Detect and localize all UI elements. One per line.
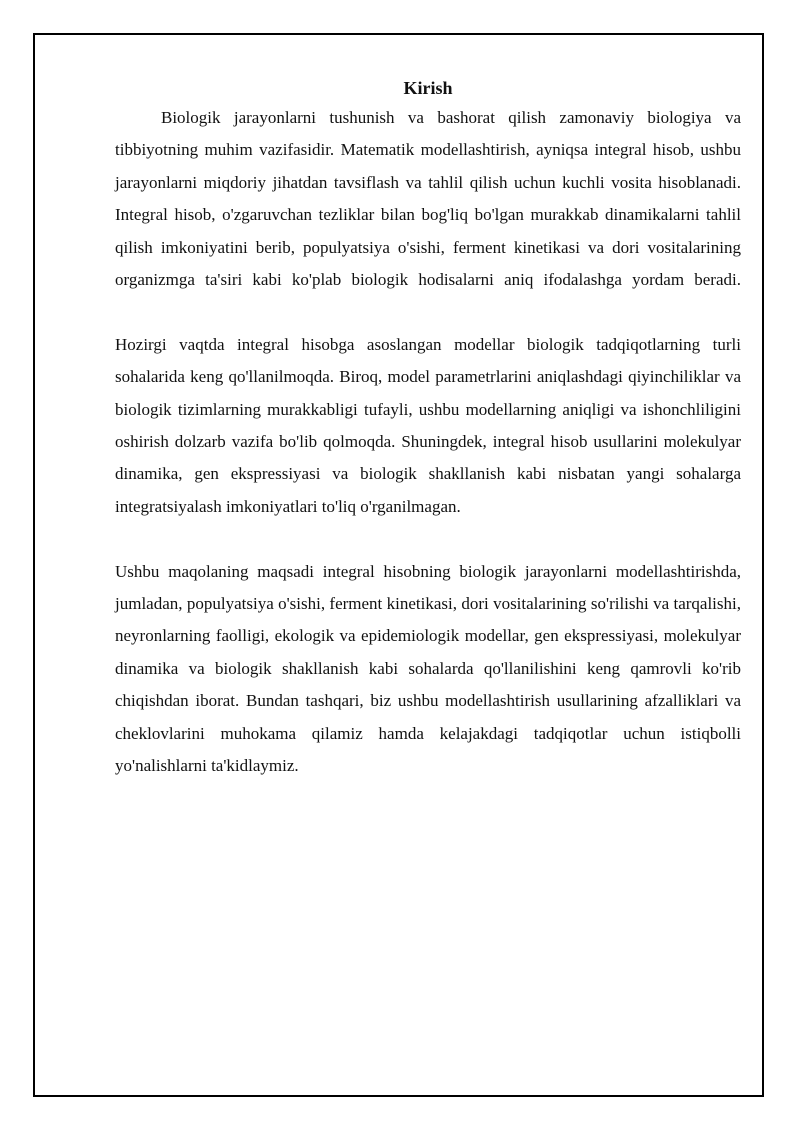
paragraph-gap [115,523,741,555]
paragraph-intro: Biologik jarayonlarni tushunish va bashorat qilish zamonaviy biologiya va tibbiyotning muhim vazifasidir. Matematik modellashtirish, ayniqsa integral hisob, ushbu jarayonlarni miqdoriy jihatdan tavsiflash va tahlil qilish uchun kuchli vosita hisoblanadi. Integral hisob, o'zgaruvchan tezliklar bilan bog'liq bo'lgan murakkab dinamikalarni tahlil qilish imkoniyatini berib, populyatsiya o'sishi, ferment kinetikasi va dori vositalarining organizmga ta'siri kabi ko'plab biologik hodisalarni aniq ifodalashga yordam beradi. [115,108,741,290]
paragraph-current-state: Hozirgi vaqtda integral hisobga asoslangan modellar biologik tadqiqotlarning turli sohalarida keng qo'llanilmoqda. Biroq, model parametrlarini aniqlashdagi qiyinchiliklar va biologik tizimlarning murakkabligi tufayli, ushbu modellarning aniqligi va ishonchliligini oshirish dolzarb vazifa bo'lib qolmoqda. Shuningdek, integral hisob usullarini molekulyar dinamika, gen ekspressiyasi va biologik shakllanish kabi nisbatan yangi sohalarga integratsiyalash imkoniyatlari to'liq o'rganilmagan. [115,334,741,516]
paragraph-aim: Ushbu maqolaning maqsadi integral hisobning biologik jarayonlarni modellashtirishda, jumladan, populyatsiya o'sishi, ferment kinetikasi, dori vositalarining so'rilishi va tarqalishi, neyronlarning faolligi, ekologik va epidemiologik modellar, gen ekspressiyasi, molekulyar dinamika va biologik shakllanish kabi sohalarda qo'llanilishini keng qamrovli ko'rib chiqishdan iborat. Bundan tashqari, biz ushbu modellashtirish usullarining afzalliklari va cheklovlarini muhokama qilamiz hamda kelajakdagi tadqiqotlar uchun istiqbolli yo'nalishlarni ta'kidlaymiz. [115,561,741,776]
section-title: Kirish [403,78,453,98]
paragraph-gap [115,296,741,328]
document-body [115,74,741,783]
